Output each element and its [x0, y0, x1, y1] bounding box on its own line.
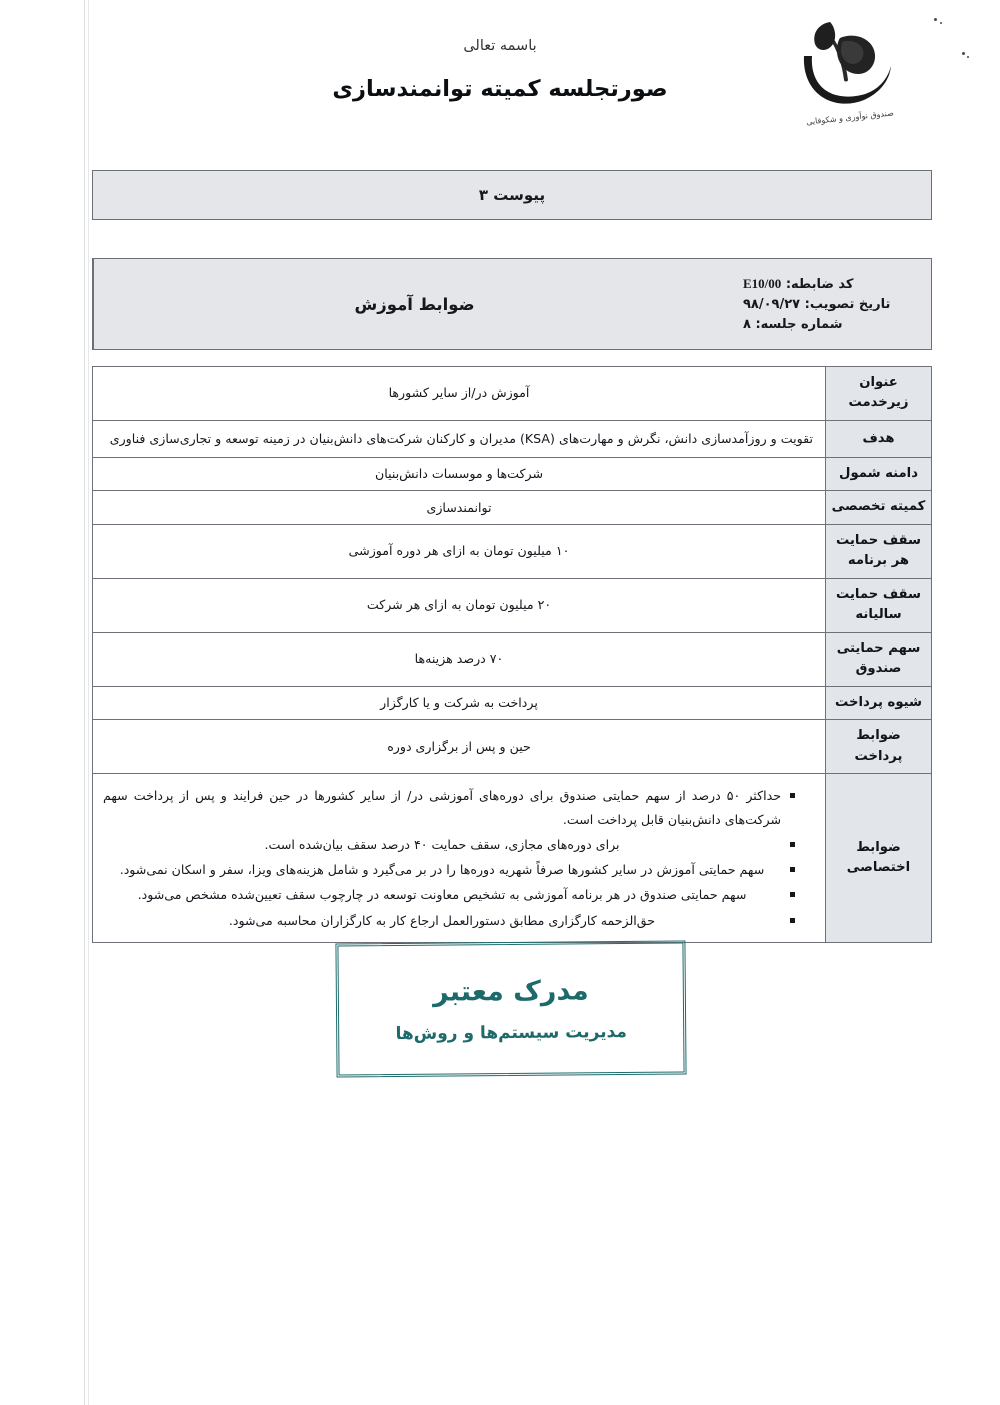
row-value: آموزش در/از سایر کشورها	[93, 367, 826, 421]
special-rules-list	[103, 784, 815, 932]
section-title: ضوابط آموزش	[354, 294, 475, 314]
row-value: حین و پس از برگزاری دوره	[93, 720, 826, 774]
attachment-label: پیوست ۳	[478, 186, 546, 204]
row-label: شیوه پرداخت	[826, 686, 932, 719]
regulation-code-label: کد ضابطه:	[785, 277, 854, 292]
row-label: ضوابط اختصاصی	[826, 774, 932, 943]
scan-edge-artifact-secondary	[88, 0, 89, 1405]
row-label: هدف	[826, 420, 932, 457]
approval-date-line	[743, 297, 921, 312]
section-meta-cell	[735, 259, 931, 349]
row-value: توانمندسازی	[93, 491, 826, 524]
section-header-box	[92, 258, 932, 350]
row-label: کمیته تخصصی	[826, 491, 932, 524]
scan-edge-artifact	[84, 0, 85, 1405]
rule-item: سهم حمایتی صندوق در هر برنامه آموزشی به تشخیص معاونت توسعه در چارچوب سقف تعیین‌شده مشخص می‌شود.	[103, 883, 797, 906]
session-number-line	[743, 317, 921, 332]
session-number-value: ۸	[743, 317, 751, 332]
special-rules-cell	[93, 774, 826, 943]
row-value: شرکت‌ها و موسسات دانش‌بنیان	[93, 457, 826, 490]
rule-item: حداکثر ۵۰ درصد از سهم حمایتی صندوق برای دوره‌های آموزشی در/ از سایر کشورها در حین فرایند و پس از پرداخت سهم شرکت‌های دانش‌بنیان قابل پرداخت است.	[103, 784, 797, 831]
regulation-code-line	[743, 276, 921, 292]
row-value: پرداخت به شرکت و یا کارگزار	[93, 686, 826, 719]
table-row-special-rules	[93, 774, 932, 943]
logo-caption: صندوق نوآوری و شکوفایی	[805, 108, 895, 127]
row-label: دامنه شمول	[826, 457, 932, 490]
table-row	[93, 524, 932, 578]
row-label: سهم حمایتی صندوق	[826, 632, 932, 686]
table-row	[93, 686, 932, 719]
row-label: ضوابط پرداخت	[826, 720, 932, 774]
row-label: سقف حمایت هر برنامه	[826, 524, 932, 578]
rule-item: برای دوره‌های مجازی، سقف حمایت ۴۰ درصد سقف بیان‌شده است.	[103, 833, 797, 856]
session-number-label: شماره جلسه:	[755, 317, 843, 332]
approval-date-value: ۹۸/۰۹/۲۷	[743, 297, 801, 312]
table-row	[93, 420, 932, 457]
row-value: ۲۰ میلیون تومان به ازای هر شرکت	[93, 578, 826, 632]
document-title: صورتجلسه کمیته توانمندسازی	[332, 76, 668, 102]
validity-stamp	[335, 940, 686, 1077]
row-label: عنوان زیرخدمت	[826, 367, 932, 421]
table-row	[93, 457, 932, 490]
table-row	[93, 367, 932, 421]
regulations-table	[92, 366, 932, 943]
approval-date-label: تاریخ تصویب:	[804, 297, 891, 312]
stamp-sub-text: مدیریت سیستم‌ها و روش‌ها	[395, 1021, 627, 1044]
basmala-text: باسمه تعالی	[463, 38, 537, 54]
row-value: ۱۰ میلیون تومان به ازای هر دوره آموزشی	[93, 524, 826, 578]
regulation-code-value: E10/00	[743, 276, 782, 291]
row-value: ۷۰ درصد هزینه‌ها	[93, 632, 826, 686]
table-row	[93, 720, 932, 774]
table-row	[93, 578, 932, 632]
document-header	[0, 0, 1000, 160]
section-title-cell	[93, 259, 735, 349]
row-value: تقویت و روزآمدسازی دانش، نگرش و مهارت‌های (KSA) مدیران و کارکنان شرکت‌های دانش‌بنیان در زمینه توسعه و تجاری‌سازی فناوری	[93, 420, 826, 457]
stamp-main-text: مدرک معتبر	[432, 974, 589, 1008]
table-row	[93, 491, 932, 524]
organization-logo	[790, 8, 910, 128]
rule-item: سهم حمایتی آموزش در سایر کشورها صرفاً شهریه دوره‌ها را در بر می‌گیرد و شامل هزینه‌های ویزا، سفر و اسکان نمی‌شود.	[103, 858, 797, 881]
row-label: سقف حمایت سالیانه	[826, 578, 932, 632]
table-row	[93, 632, 932, 686]
rule-item: حق‌الزحمه کارگزاری مطابق دستورالعمل ارجاع کار به کارگزاران محاسبه می‌شود.	[103, 909, 797, 932]
attachment-band	[92, 170, 932, 220]
